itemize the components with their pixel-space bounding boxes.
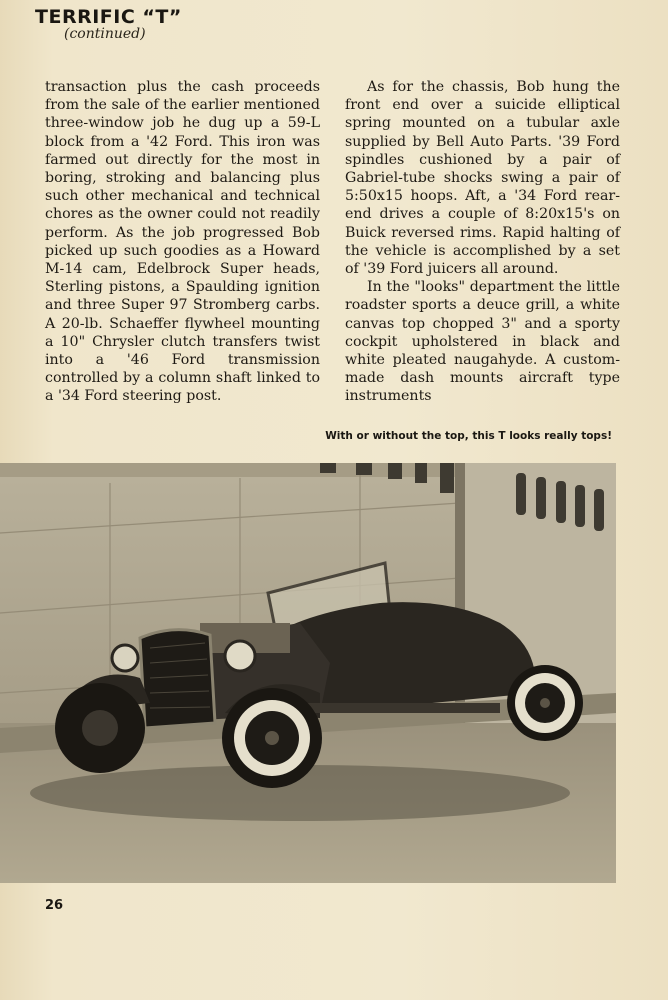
left-paragraph-1: transaction plus the cash proceeds from the sale of the earlier mentioned three-window job he dug up a 59-L block from a '42 Ford. This iron was farmed out directly for the most in boring, stroking and balancing plus such other mechanical and technical chores as the owner could not readily perform. As the job progressed Bob picked up such goodies as a Howard M-14 cam, Edelbrock Super heads, Sterling pistons, a Spaulding ignition and three Super 97 Stromberg carbs. A 20-lb. Schaeffer flywheel mounting a 10" Chrysler clutch transfers twist into a '46 Ford transmission controlled by a column shaft linked to a '34 Ford steering post.	[45, 79, 320, 405]
front-left-wheel	[55, 683, 145, 773]
right-text-column	[345, 78, 620, 406]
article-continued-label: (continued)	[64, 26, 146, 42]
right-paragraph-2: In the "looks" department the little roadster sports a deuce grill, a white canvas top chopped 3" and a sporty cockpit upholstered in black and white pleated naugahyde. A custom-made dash mounts aircraft type instruments	[345, 279, 620, 405]
right-paragraph-1: As for the chassis, Bob hung the front end over a suicide elliptical spring mounted on a tubular axle supplied by Bell Auto Parts. '39 Ford spindles cushioned by a pair of Gabriel-tube shocks swing a pair of 5:50x15 hoops. Aft, a '34 Ford rear-end drives a couple of 8:20x15's on Buick reversed rims. Rapid halting of the vehicle is accomplished by a set of '39 Ford juicers all around.	[345, 79, 620, 278]
left-text-column	[45, 78, 320, 406]
front-right-wheel	[222, 688, 322, 788]
roadster-photo	[0, 463, 616, 883]
page-number: 26	[45, 898, 64, 913]
article-title: TERRIFIC “T”	[35, 6, 182, 28]
rear-wheel	[507, 665, 583, 741]
photo-caption: With or without the top, this T looks really tops!	[325, 430, 612, 442]
roadster-photo-illustration	[0, 463, 616, 883]
